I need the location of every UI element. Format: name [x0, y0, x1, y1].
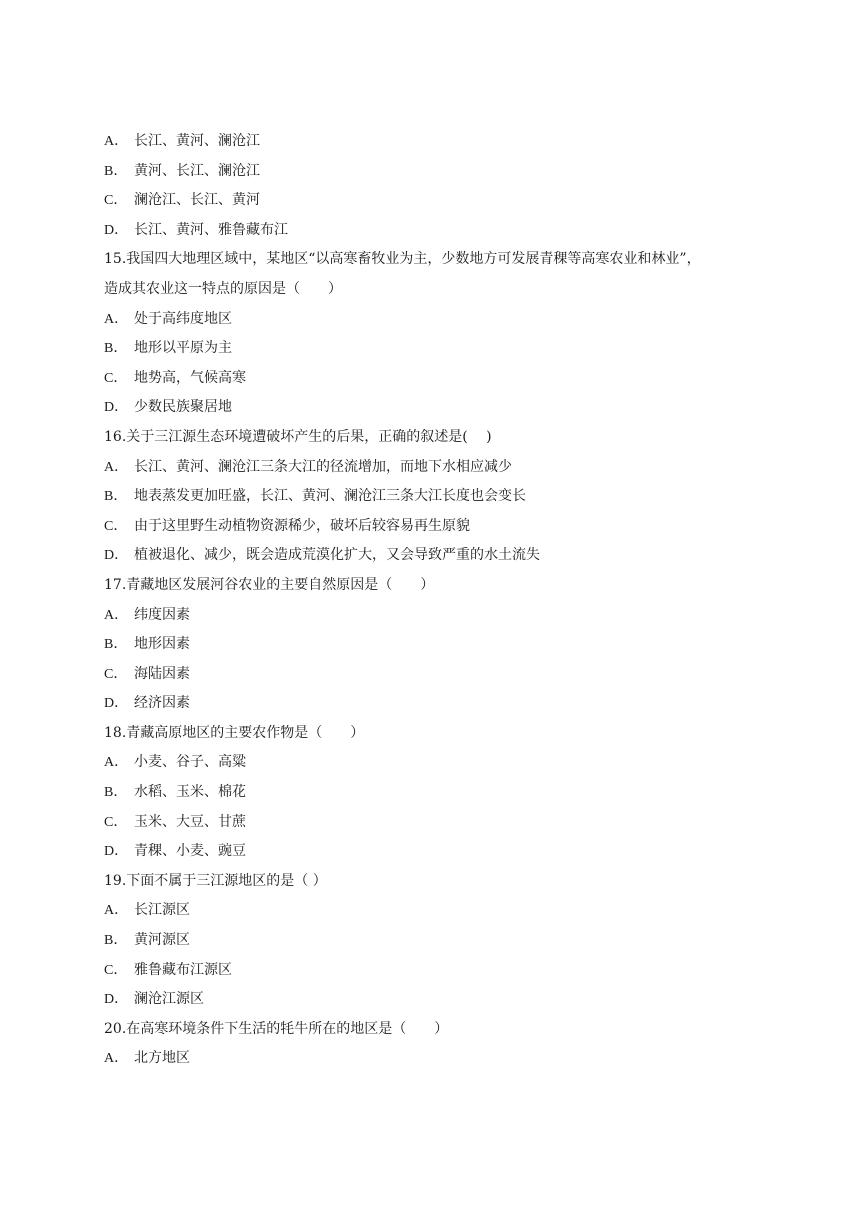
option-letter: C．: [104, 370, 128, 386]
option-text: 澜沧江、长江、黄河: [134, 192, 260, 209]
question-stem: 15.我国四大地理区域中，某地区“以高寒畜牧业为主，少数地方可发展青稞等高寒农业和林业”，: [104, 251, 701, 268]
answer-option: [104, 896, 764, 926]
option-text: 经济因素: [134, 695, 190, 712]
option-text: 青稞、小麦、豌豆: [134, 843, 246, 860]
answer-option: [104, 216, 764, 246]
option-text: 地形因素: [134, 636, 190, 653]
option-letter: A．: [104, 1051, 129, 1067]
option-text: 长江源区: [134, 902, 190, 919]
option-letter: B．: [104, 785, 128, 801]
option-letter: B．: [104, 637, 128, 653]
option-text: 雅鲁藏布江源区: [134, 961, 232, 978]
question-stem: 18.青藏高原地区的主要农作物是（ ）: [104, 724, 365, 741]
option-text: 长江、黄河、澜沧江三条大江的径流增加，而地下水相应减少: [134, 458, 512, 475]
answer-option: [104, 157, 764, 187]
answer-option: [104, 512, 764, 542]
question-stem: 20.在高寒环境条件下生活的牦牛所在的地区是（ ）: [104, 1020, 449, 1037]
option-letter: C．: [104, 193, 128, 209]
option-text: 黄河源区: [134, 932, 190, 949]
option-text: 北方地区: [134, 1050, 190, 1067]
option-letter: A．: [104, 607, 129, 623]
option-text: 小麦、谷子、高粱: [134, 754, 246, 771]
question-stem: 19.下面不属于三江源地区的是（ ）: [104, 872, 327, 889]
option-text: 海陆因素: [134, 665, 190, 682]
answer-option: [104, 778, 764, 808]
answer-option: [104, 689, 764, 719]
option-letter: C．: [104, 962, 128, 978]
answer-option: [104, 305, 764, 335]
answer-option: [104, 541, 764, 571]
answer-option: [104, 393, 764, 423]
option-text: 少数民族聚居地: [134, 399, 232, 416]
answer-option: [104, 630, 764, 660]
option-text: 由于这里野生动植物资源稀少，破坏后较容易再生原貌: [134, 517, 470, 534]
answer-option: [104, 364, 764, 394]
answer-option: [104, 482, 764, 512]
option-letter: B．: [104, 341, 128, 357]
option-text: 长江、黄河、澜沧江: [134, 133, 260, 149]
option-text: 地势高，气候高寒: [134, 369, 246, 386]
option-text: 处于高纬度地区: [134, 310, 232, 327]
option-letter: D．: [104, 844, 129, 860]
option-letter: B．: [104, 933, 128, 949]
option-letter: C．: [104, 814, 128, 830]
option-letter: D．: [104, 222, 129, 238]
option-text: 长江、黄河、雅鲁藏布江: [134, 221, 288, 238]
answer-option: [104, 808, 764, 838]
answer-option: [104, 1044, 764, 1074]
answer-option: [104, 660, 764, 690]
option-letter: C．: [104, 518, 128, 534]
option-letter: A．: [104, 311, 129, 327]
answer-option: [104, 985, 764, 1015]
option-letter: D．: [104, 992, 129, 1008]
option-letter: D．: [104, 548, 129, 564]
answer-option: [104, 186, 764, 216]
option-text: 黄河、长江、澜沧江: [134, 162, 260, 179]
option-text: 纬度因素: [134, 606, 190, 623]
option-text: 澜沧江源区: [134, 991, 204, 1008]
answer-option: [104, 601, 764, 631]
question-stem: 16.关于三江源生态环境遭破坏产生的后果，正确的叙述是( ): [104, 428, 492, 445]
answer-option: [104, 837, 764, 867]
answer-option: [104, 956, 764, 986]
option-letter: B．: [104, 489, 128, 505]
answer-option: [104, 748, 764, 778]
answer-option: [104, 127, 764, 157]
option-text: 地形以平原为主: [134, 340, 232, 357]
option-letter: A．: [104, 459, 129, 475]
question-list: [104, 127, 764, 1074]
question-stem: 17.青藏地区发展河谷农业的主要自然原因是（ ）: [104, 576, 435, 593]
option-text: 水稻、玉米、棉花: [134, 784, 246, 801]
question-stem: 造成其农业这一特点的原因是（ ）: [104, 280, 342, 297]
option-letter: D．: [104, 400, 129, 416]
option-text: 地表蒸发更加旺盛，长江、黄河、澜沧江三条大江长度也会变长: [134, 488, 526, 505]
option-letter: A．: [104, 755, 129, 771]
answer-option: [104, 453, 764, 483]
answer-option: [104, 334, 764, 364]
option-letter: C．: [104, 666, 128, 682]
option-letter: A．: [104, 903, 129, 919]
option-letter: B．: [104, 163, 128, 179]
option-letter: D．: [104, 696, 129, 712]
answer-option: [104, 926, 764, 956]
option-text: 玉米、大豆、甘蔗: [134, 813, 246, 830]
option-letter: A．: [104, 134, 129, 149]
option-text: 植被退化、减少，既会造成荒漠化扩大，又会导致严重的水土流失: [134, 547, 540, 564]
